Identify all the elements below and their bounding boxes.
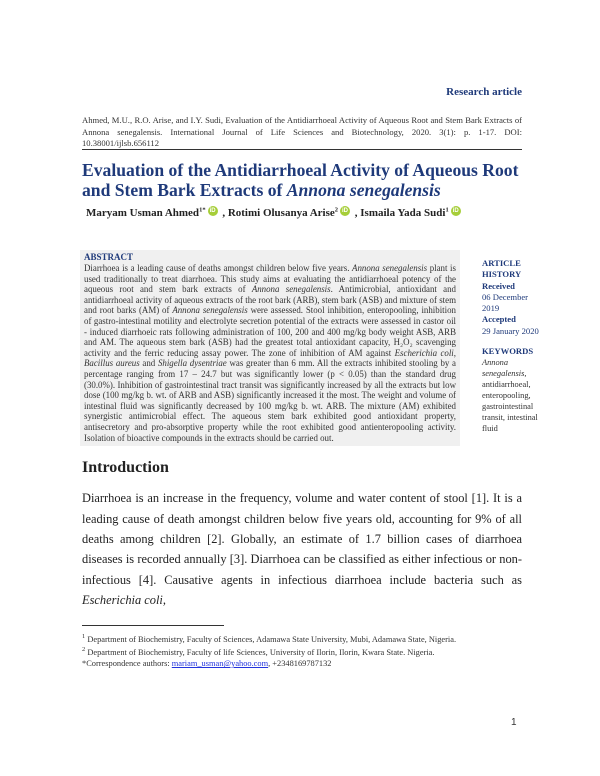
keywords-heading: KEYWORDS [482,346,534,357]
title-text: Evaluation of the Antidiarrhoeal Activity of Aqueous Root and Stem Bark Extracts of [82,160,519,200]
citation: Ahmed, M.U., R.O. Arise, and I.Y. Sudi, Evaluation of the Antidiarrhoeal Activity of Aqueous Root and Stem Bark Extracts of Annona senegalensis. International Journal of Life Sciences and Biotechnology, 2020. 3(1): p. 1-17. DOI: 10.38001/ijlsb.656112 [82,115,522,148]
abstract-italic-term: Annona senegalensis [352,263,428,273]
footnotes [82,631,522,670]
footnote-text: Department of Biochemistry, Faculty of Sciences, Adamawa State University, Mubi, Adamawa State, Nigeria. [87,634,457,644]
phone-number: , +2348169787132 [268,659,332,669]
article-type: Research article [446,86,522,98]
footnote-divider [82,625,224,626]
abstract-text [84,263,456,443]
author-name: , Ismaila Yada Sudi [354,207,446,219]
abstract-box [80,250,460,446]
abstract-italic-term: Escherichia coli [394,347,454,358]
received-label: Received [482,280,515,291]
abstract-segment: plant is used traditionally to treat diarrhoea. This study aims at evaluating the antidiarrhoeal potency of the aqueous root and stem bark extracts of [84,263,456,295]
paper-title [82,160,527,200]
accepted-label: Accepted [482,314,516,325]
abstract-segment: . Antimicrobial, antioxidant and antidiarrhoeal activity of aqueous extracts of the root bark (ARB), stem bark (ASB) and mixture of stem and root barks (AM) of [84,284,456,316]
section-heading: Introduction [82,459,169,477]
page-number: 1 [511,717,517,728]
received-date: 06 December 2019 [482,291,529,314]
author-affiliation: 2 [334,206,339,214]
abstract-segment: , [453,347,456,358]
abstract-italic-term: Bacillus aureus [84,358,140,369]
author-name: Maryam Usman Ahmed [86,207,200,219]
orcid-icon[interactable]: iD [452,208,459,214]
author-affiliation: 1* [199,206,206,214]
title-species: Annona senegalensis [286,180,441,200]
footnote-1: $^1$ Department of Biochemistry, Faculty of Sciences, Adamawa State University, Mubi, Adamawa State, Nigeria. [82,632,457,644]
intro-body: Diarrhoea is an increase in the frequency, volume and water content of stool [1]. It is a leading cause of death amongst children below five years old, accounting for 9% of all deaths among children [2]. Globally, an estimate of 1.7 billion cases of diarrhoea diseases is recorded annually [3]. Diarrhoea can be classified as either infectious or non-infectious [4]. Causative agents in infectious diarrhoea include bacteria such as [82,491,522,587]
orcid-icon[interactable]: iD [209,208,216,214]
footnote-2: $^2$ Department of Biochemistry, Faculty of life Sciences, University of Ilorin, Ilorin, Kwara State. Nigeria. [82,646,435,658]
email-link[interactable]: mariam_usman@yahoo.com [171,659,269,669]
author-list [86,206,463,219]
main-column [80,250,524,669]
history-heading: ARTICLE HISTORY [482,258,522,280]
introduction-text [82,488,522,610]
abstract-italic-term: Shigella dysentriae [157,358,227,369]
author-affiliation: 1 [445,206,449,214]
correspondence [82,658,522,669]
accepted-date: 29 January 2020 [482,325,539,336]
abstract-segment: were assessed. Stool inhibition, enteropooling, inhibition of gastro-intestinal motility and electrolyte secretion potential of the extracts were assessed in castor oil - induced diarrhoeic rats following administration of 100, 200 and 400 mg/kg body weight ASB, ARB and AM. The aqueous stem bark (ASB) had the greatest total antioxidant capacity, H₂O₂ scavenging activity and the ferric reducing assay power. The zone of inhibition of AM against [84,305,456,358]
abstract-segment: Diarrhoea is a leading cause of deaths amongst children below five years. [84,263,353,273]
abstract-italic-term: Annona senegalensis [172,305,248,316]
footnote-text: Department of Biochemistry, Faculty of life Sciences, University of Ilorin, Ilorin, Kwara State. Nigeria. [87,648,435,658]
orcid-icon[interactable]: iD [342,208,349,214]
correspondence-label: *Correspondence authors: [82,659,172,669]
abstract-italic-term: Annona senegalensis [251,284,331,295]
abstract-segment: was greater than 6 mm. All the extracts inhibited stooling by a percentage ranging from 17 – 24.7 but was significantly lower (p < 0.05) than the standard drug (30.0%). Inhibition of gastrointestinal tract transit was significantly increased by all the extracts but low dose (100 mg/kg b. wt. of ARB and ASB) significantly increased it the most. The weight and volume of intestinal fluid was significantly decreased by 100 mg/kg b. wt. ARB. The mixture (AM) exhibited synergistic antimicrobial effect. The aqueous stem bark exhibited good antioxidant property, antisecretory and pro-absorptive property while the root exhibited good antienteropooling activity. Isolation of bioactive compounds in the extracts should be carried out. [84,358,456,443]
keywords-text: , antidiarrhoeal, enteropooling, gastrointestinal transit, intestinal fluid [482,369,538,434]
divider [82,149,522,150]
intro-species: Escherichia coli, [82,593,166,608]
abstract-segment: and [139,358,158,369]
author-name: , Rotimi Olusanya Arise [222,207,335,219]
keyword-species: Annona senegalensis [482,358,525,379]
abstract-heading: ABSTRACT [84,252,134,262]
